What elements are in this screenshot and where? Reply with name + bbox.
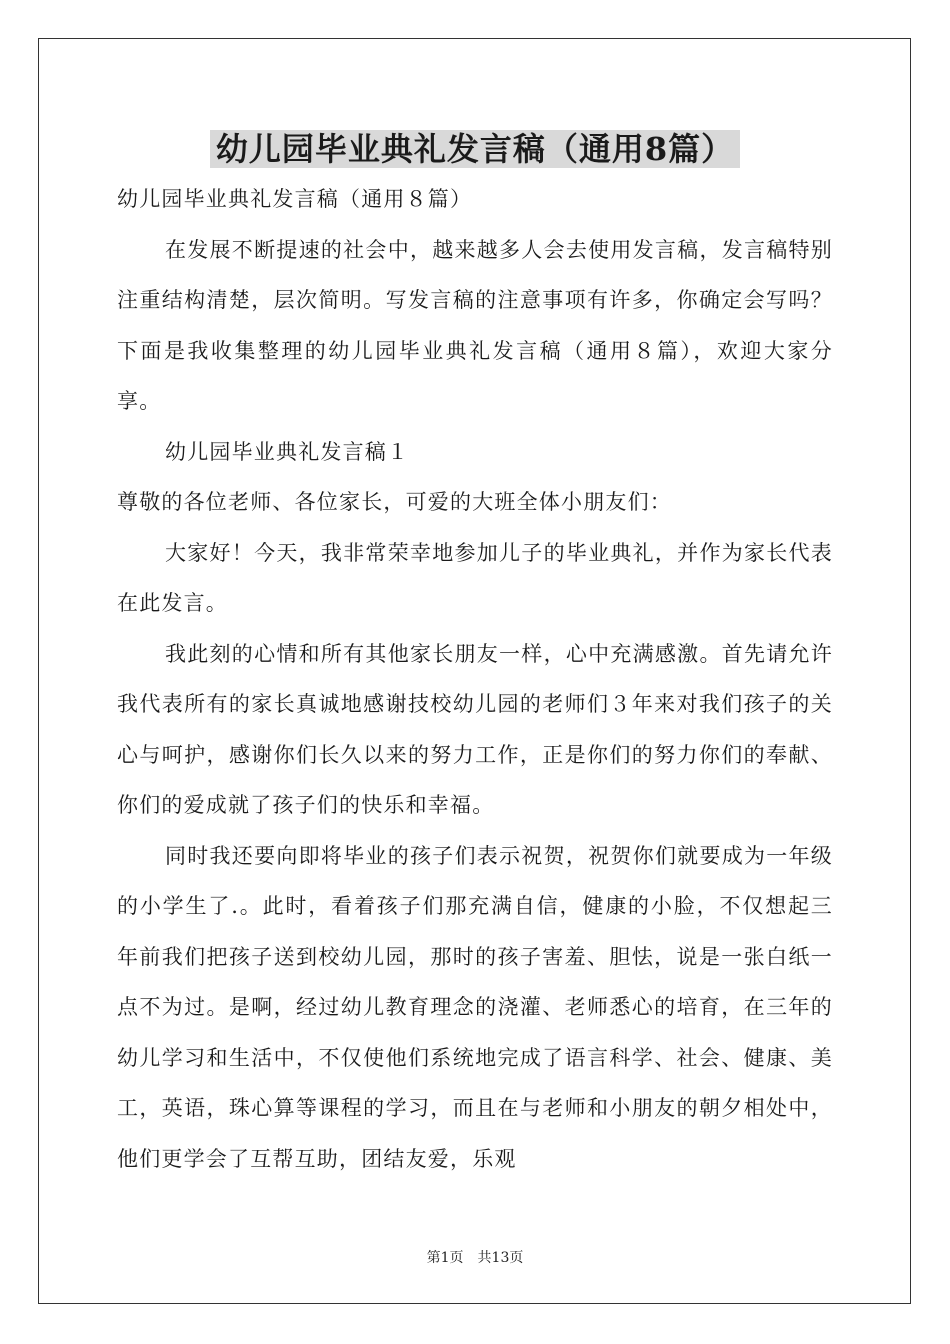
document-title-text: 幼儿园毕业典礼发言稿（通用8篇） <box>210 130 740 168</box>
page-footer <box>0 1249 950 1267</box>
paragraph: 同时我还要向即将毕业的孩子们表示祝贺，祝贺你们就要成为一年级的小学生了.。此时，看着孩子们那充满自信，健康的小脸，不仅想起三年前我们把孩子送到校幼儿园，那时的孩子害羞、胆怯，说是一张白纸一点不为过。是啊，经过幼儿教育理念的浇灌、老师悉心的培育，在三年的幼儿学习和生活中，不仅使他们系统地完成了语言科学、社会、健康、美工，英语，珠心算等课程的学习，而且在与老师和小朋友的朝夕相处中，他们更学会了互帮互助，团结友爱，乐观 <box>117 843 833 1171</box>
paragraph: 幼儿园毕业典礼发言稿（通用８篇） <box>117 187 473 211</box>
document-title <box>0 128 950 170</box>
paragraph: 尊敬的各位老师、各位家长，可爱的大班全体小朋友们： <box>117 490 672 514</box>
document-body <box>117 174 833 1184</box>
paragraph: 大家好！今天，我非常荣幸地参加儿子的毕业典礼，并作为家长代表在此发言。 <box>117 540 833 615</box>
paragraph: 幼儿园毕业典礼发言稿１ <box>165 439 410 464</box>
paragraph: 我此刻的心情和所有其他家长朋友一样，心中充满感激。首先请允许我代表所有的家长真诚地感谢技校幼儿园的老师们３年来对我们孩子的关心与呵护，感谢你们长久以来的努力工作，正是你们的努力你们的奉献、你们的爱成就了孩子们的快乐和幸福。 <box>117 641 833 817</box>
page-number: 第1页 共13页 <box>426 1250 524 1266</box>
paragraph: 在发展不断提速的社会中，越来越多人会去使用发言稿，发言稿特别注重结构清楚，层次简明。写发言稿的注意事项有许多，你确定会写吗？下面是我收集整理的幼儿园毕业典礼发言稿（通用８篇），欢迎大家分享。 <box>117 237 833 413</box>
